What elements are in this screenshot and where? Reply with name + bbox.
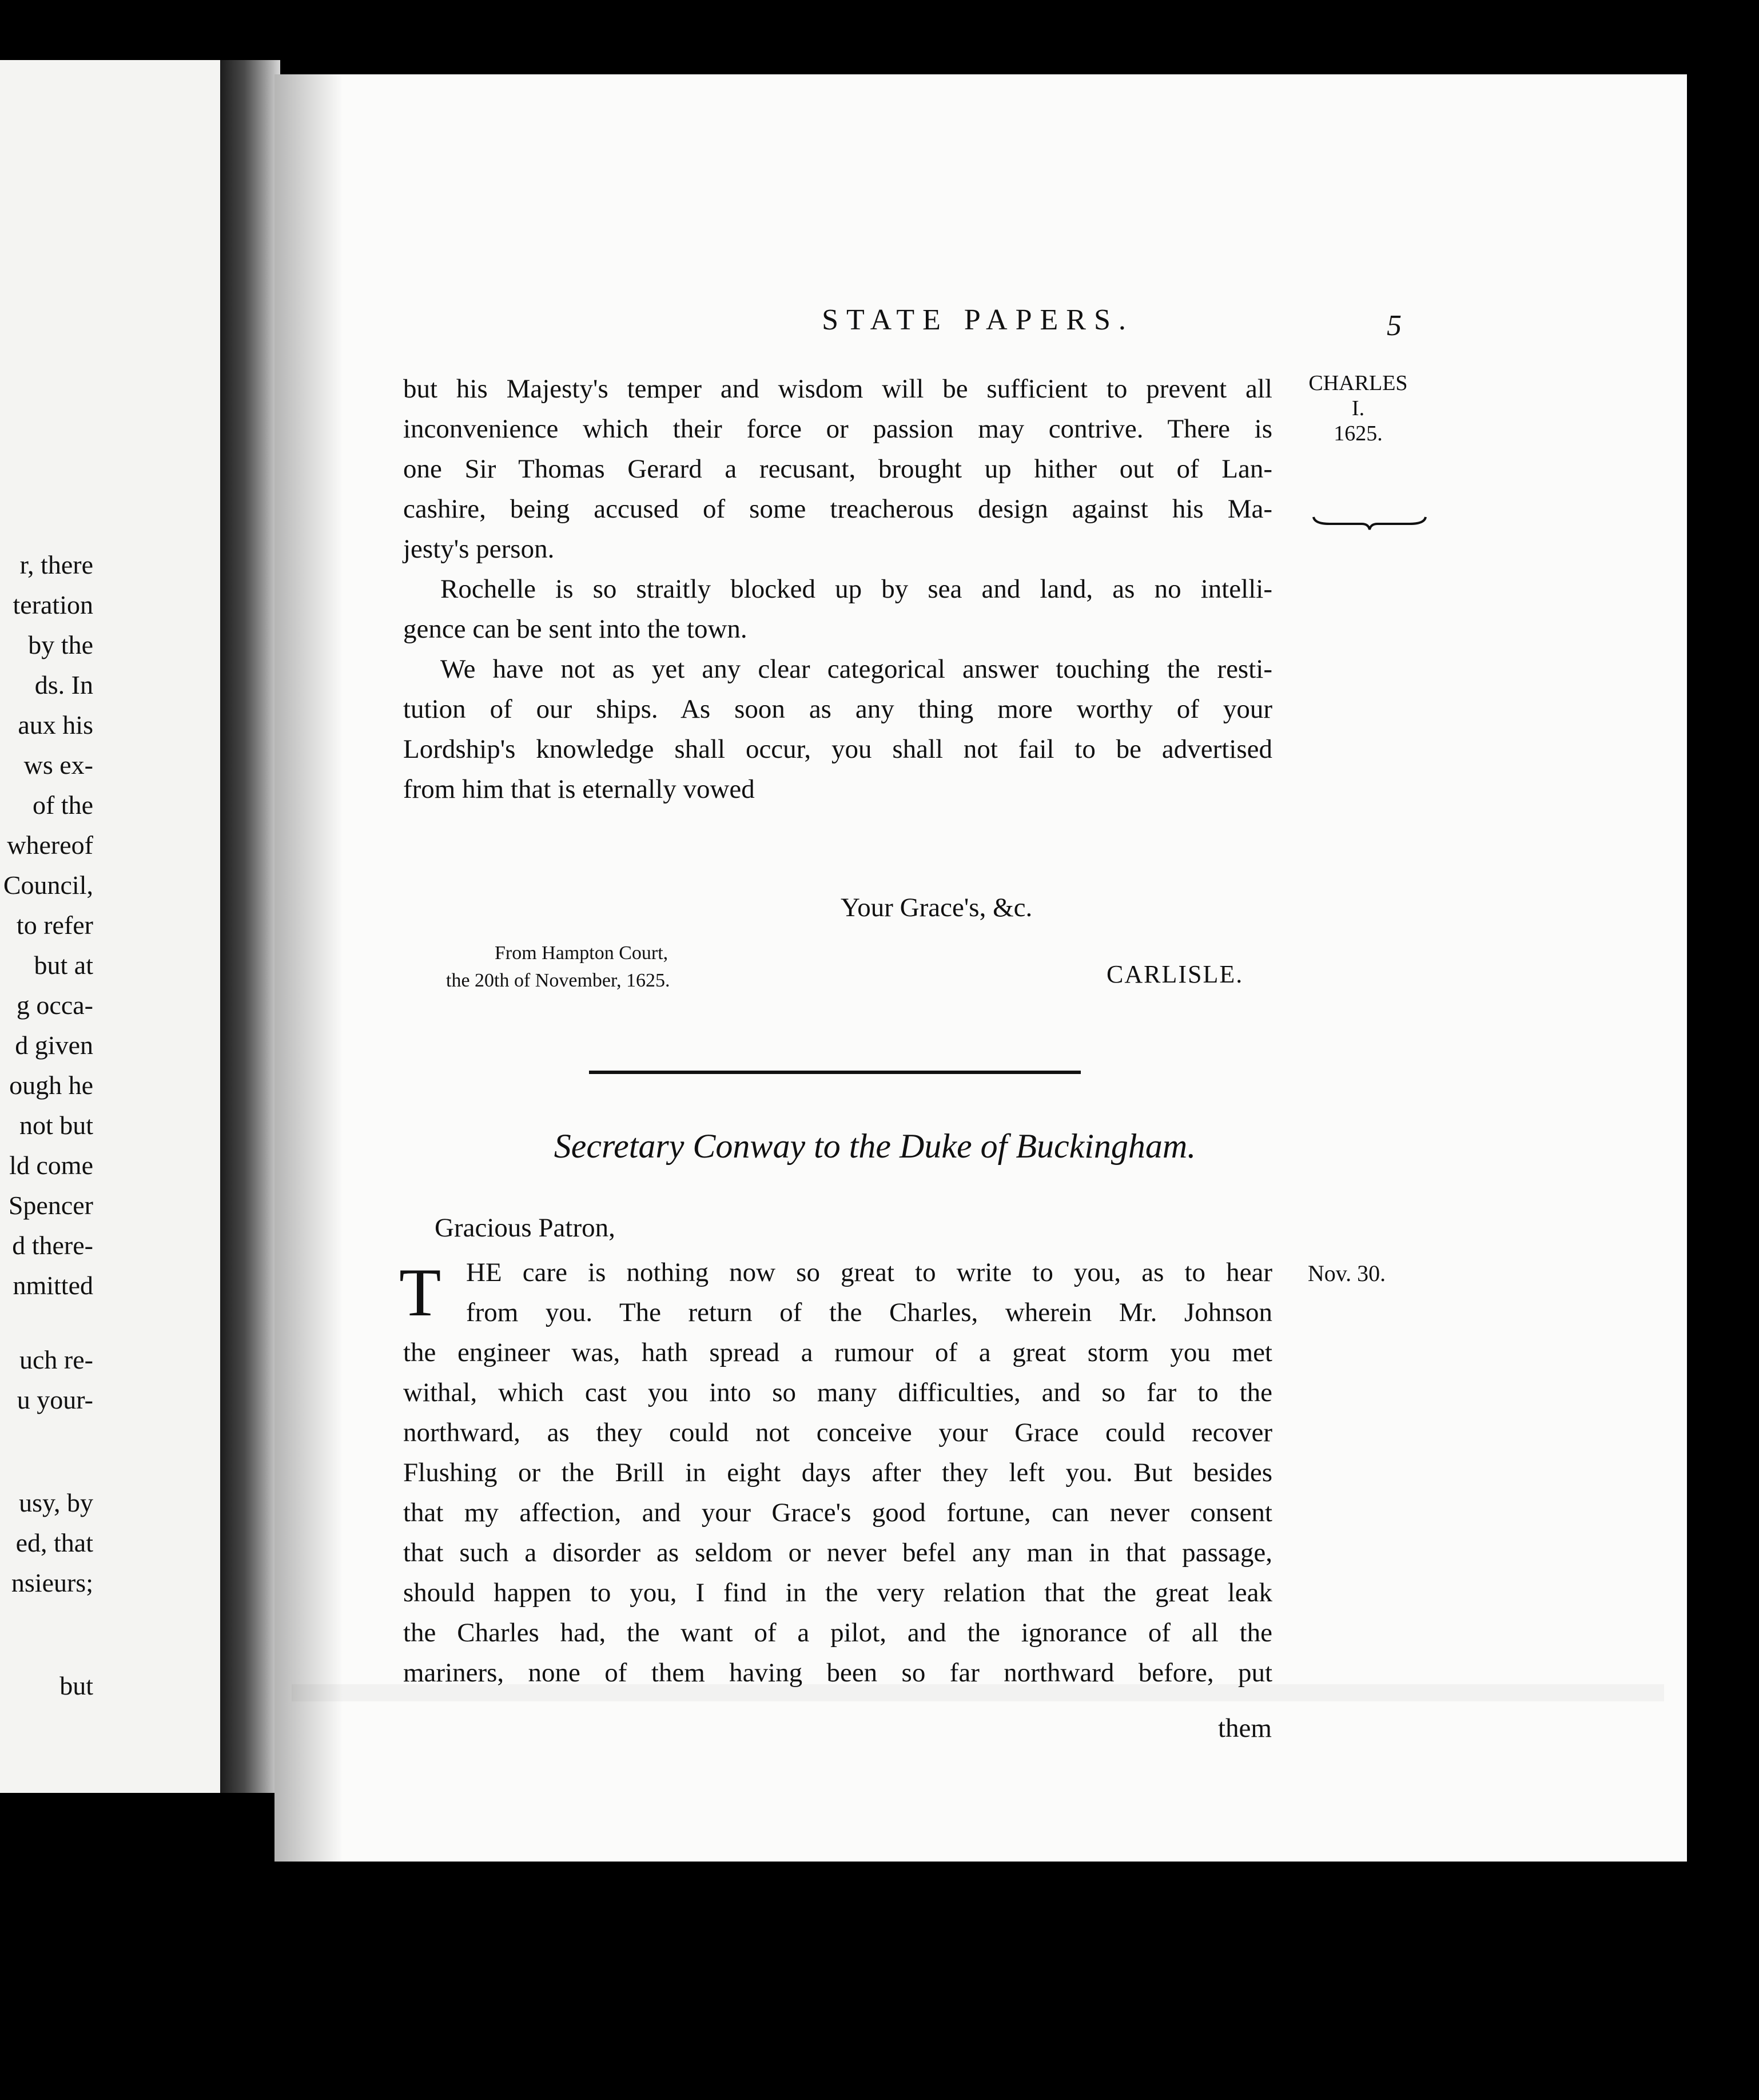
left-fragment: ed, that bbox=[15, 1528, 93, 1557]
text-line: HE care is nothing now so great to write to you, as to hear bbox=[466, 1258, 1272, 1287]
drop-cap: T bbox=[399, 1254, 441, 1330]
letter-closing: Your Grace's, &c. bbox=[841, 893, 1033, 922]
left-fragment: whereof bbox=[7, 830, 93, 860]
margin-reign-number: I. bbox=[1351, 396, 1365, 420]
left-fragment: aux his bbox=[18, 710, 93, 739]
margin-reign-note bbox=[1298, 371, 1418, 446]
text-line: We have not as yet any clear categorical answer touching the resti- bbox=[440, 654, 1272, 684]
text-line: inconvenience which their force or passion may contrive. There is bbox=[403, 414, 1272, 444]
margin-date-note: Nov. 30. bbox=[1307, 1260, 1386, 1286]
margin-reign-king: CHARLES bbox=[1308, 371, 1408, 395]
text-line: Rochelle is so straitly blocked up by sea and land, as no intelli- bbox=[440, 574, 1272, 604]
left-fragment: but bbox=[59, 1671, 93, 1700]
text-line: from you. The return of the Charles, wherein Mr. Johnson bbox=[466, 1298, 1272, 1327]
letter-heading: Secretary Conway to the Duke of Buckingham. bbox=[554, 1127, 1196, 1165]
gutter-shadow bbox=[274, 74, 343, 1862]
left-fragment: Spencer bbox=[8, 1191, 93, 1220]
left-fragment: of the bbox=[32, 790, 93, 820]
left-fragment: Council, bbox=[3, 870, 93, 900]
left-fragment: usy, by bbox=[19, 1488, 93, 1517]
left-fragment: ws ex- bbox=[23, 750, 93, 779]
text-line: but his Majesty's temper and wisdom will be sufficient to prevent all bbox=[403, 374, 1272, 404]
left-fragment: u your- bbox=[17, 1385, 93, 1414]
text-line: tution of our ships. As soon as any thing more worthy of your bbox=[403, 694, 1272, 724]
left-fragment: ough he bbox=[9, 1071, 93, 1100]
text-line: Flushing or the Brill in eight days after they left you. But besides bbox=[403, 1458, 1272, 1488]
left-page bbox=[0, 60, 220, 1793]
text-line: gence can be sent into the town. bbox=[403, 614, 747, 644]
dateline-place: From Hampton Court, bbox=[495, 942, 668, 964]
text-line: should happen to you, I find in the very relation that the great leak bbox=[403, 1578, 1272, 1608]
text-line: the engineer was, hath spread a rumour of a great storm you met bbox=[403, 1338, 1272, 1367]
left-fragment: uch re- bbox=[19, 1345, 93, 1374]
catchword: them bbox=[1218, 1713, 1272, 1743]
left-fragment: ds. In bbox=[34, 670, 93, 699]
left-fragment: d given bbox=[15, 1031, 93, 1060]
text-line: that my affection, and your Grace's good fortune, can never consent bbox=[403, 1498, 1272, 1528]
left-fragment: d there- bbox=[12, 1231, 93, 1260]
salutation: Gracious Patron, bbox=[435, 1213, 615, 1243]
left-fragment: by the bbox=[28, 630, 93, 659]
left-fragment: but at bbox=[34, 950, 93, 980]
text-line: withal, which cast you into so many difficulties, and so far to the bbox=[403, 1378, 1272, 1407]
margin-reign-year: 1625. bbox=[1334, 421, 1383, 446]
left-fragment: g occa- bbox=[16, 991, 93, 1020]
page-number: 5 bbox=[1387, 309, 1402, 342]
left-fragment: r, there bbox=[19, 550, 93, 579]
section-rule bbox=[589, 1071, 1081, 1074]
left-fragment: not but bbox=[19, 1111, 93, 1140]
text-line: jesty's person. bbox=[403, 534, 555, 564]
left-fragment: ld come bbox=[9, 1151, 93, 1180]
left-fragment: teration bbox=[13, 590, 93, 619]
text-line: one Sir Thomas Gerard a recusant, brought up hither out of Lan- bbox=[403, 454, 1272, 484]
text-line: northward, as they could not conceive your Grace could recover bbox=[403, 1418, 1272, 1447]
dateline-date: the 20th of November, 1625. bbox=[446, 970, 670, 991]
text-line: from him that is eternally vowed bbox=[403, 774, 755, 804]
left-fragment: to refer bbox=[16, 910, 93, 940]
text-line: mariners, none of them having been so far northward before, put bbox=[403, 1658, 1272, 1688]
right-page bbox=[274, 74, 1687, 1862]
running-head: STATE PAPERS. bbox=[822, 304, 1134, 336]
book-spine-shadow bbox=[220, 60, 280, 1793]
text-line: that such a disorder as seldom or never befel any man in that passage, bbox=[403, 1538, 1272, 1568]
text-line: the Charles had, the want of a pilot, and the ignorance of all the bbox=[403, 1618, 1272, 1648]
signature: CARLISLE. bbox=[1107, 960, 1244, 988]
margin-brace bbox=[1312, 515, 1427, 531]
left-fragment: nsieurs; bbox=[11, 1568, 93, 1597]
text-line: cashire, being accused of some treacherous design against his Ma- bbox=[403, 494, 1272, 524]
text-line: Lordship's knowledge shall occur, you shall not fail to be advertised bbox=[403, 734, 1272, 764]
left-fragment: nmitted bbox=[13, 1271, 93, 1300]
